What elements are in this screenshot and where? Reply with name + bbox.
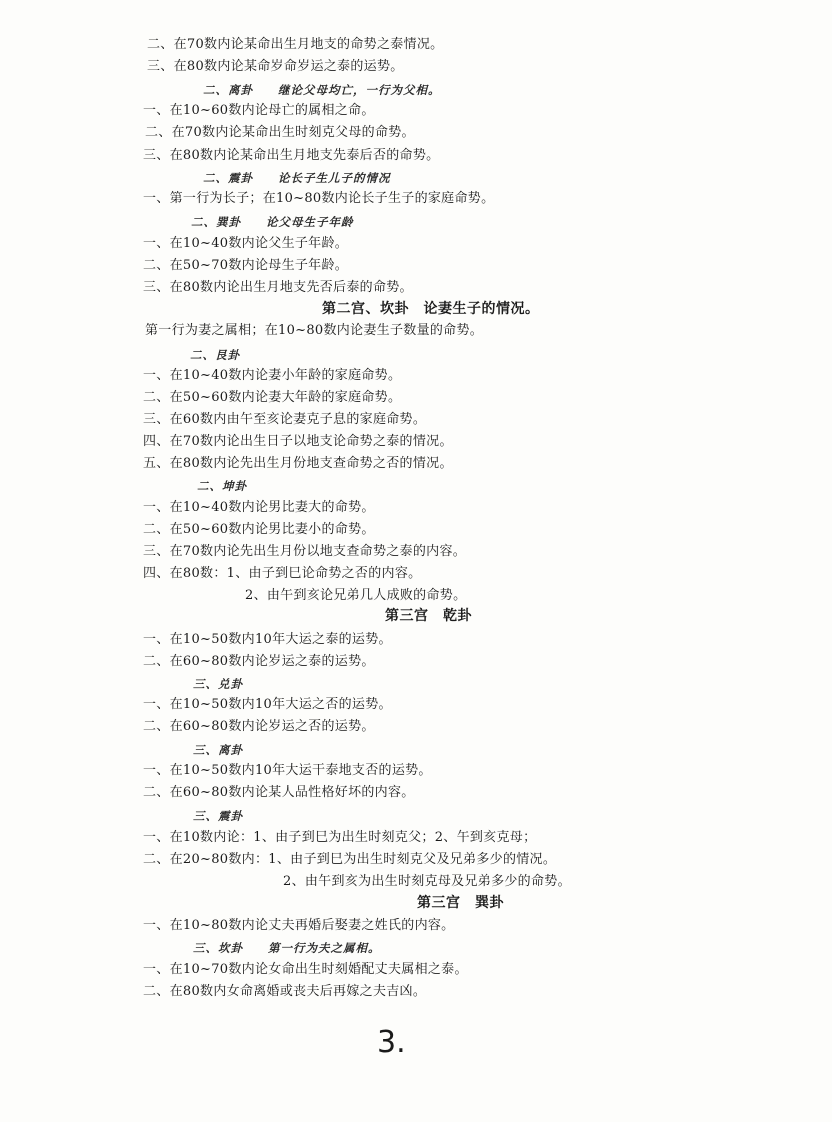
text-line: 第一行为妻之属相；在10~80数内论妻生子数量的命势。 — [145, 323, 484, 338]
text-line: 二、在70数内论某命出生时刻克父母的命势。 — [145, 125, 415, 140]
text-line: 2、由午到亥论兄弟几人成败的命势。 — [245, 588, 467, 603]
text-line: 二、在20~80数内：1、由子到巳为出生时刻克父及兄弟多少的情况。 — [143, 852, 557, 867]
text-line: 一、在10~40数内论妻小年龄的家庭命势。 — [143, 368, 402, 383]
text-line: 三、在70数内论先出生月份以地支查命势之泰的内容。 — [143, 544, 467, 559]
subheading: 二、坤卦 — [197, 479, 247, 493]
text-line: 二、在60~80数内论岁运之泰的运势。 — [143, 654, 375, 669]
subheading: 二、艮卦 — [190, 348, 240, 362]
text-line: 二、在60~80数内论某人品性格好坏的内容。 — [143, 785, 415, 800]
text-line: 三、在80数内论某命岁命岁运之泰的运势。 — [147, 59, 404, 74]
text-line: 三、在80数内论某命出生月地支先泰后否的命势。 — [143, 148, 440, 163]
text-line: 二、在60~80数内论岁运之否的运势。 — [143, 719, 375, 734]
text-line: 四、在70数内论出生日子以地支论命势之泰的情况。 — [143, 434, 453, 449]
text-line: 一、在10~50数内10年大运之泰的运势。 — [143, 632, 392, 647]
text-line: 三、在80数内论出生月地支先否后泰的命势。 — [143, 280, 413, 295]
subheading: 三、兑卦 — [193, 677, 243, 691]
page-number: 3. — [377, 1025, 406, 1060]
text-line: 一、第一行为长子；在10~80数内论长子生子的家庭命势。 — [143, 191, 495, 206]
text-line: 二、在50~60数内论妻大年龄的家庭命势。 — [143, 390, 402, 405]
subheading: 二、离卦 继论父母均亡，一行为父相。 — [203, 83, 441, 97]
text-line: 二、在70数内论某命出生月地支的命势之泰情况。 — [147, 37, 444, 52]
text-line: 一、在10~70数内论女命出生时刻婚配丈夫属相之泰。 — [143, 962, 468, 977]
subheading: 三、离卦 — [193, 743, 243, 757]
subheading: 二、巽卦 论父母生子年龄 — [191, 215, 354, 229]
text-line: 2、由午到亥为出生时刻克母及兄弟多少的命势。 — [283, 874, 571, 889]
section-heading: 第三宫 巽卦 — [417, 895, 504, 911]
text-line: 三、在60数内由午至亥论妻克子息的家庭命势。 — [143, 412, 427, 427]
text-line: 四、在80数：1、由子到巳论命势之否的内容。 — [143, 566, 422, 581]
text-line: 一、在10数内论：1、由子到巳为出生时刻克父；2、午到亥克母； — [143, 830, 537, 845]
text-line: 五、在80数内论先出生月份地支查命势之否的情况。 — [143, 456, 453, 471]
subheading: 二、震卦 论长子生儿子的情况 — [203, 171, 391, 185]
subheading: 三、坎卦 第一行为夫之属相。 — [193, 941, 381, 955]
text-line: 一、在10~50数内10年大运干泰地支否的运势。 — [143, 763, 432, 778]
section-heading: 第三宫 乾卦 — [385, 608, 472, 624]
text-line: 一、在10~40数内论父生子年龄。 — [143, 236, 349, 251]
text-line: 一、在10~80数内论丈夫再婚后娶妻之姓氏的内容。 — [143, 918, 455, 933]
text-line: 一、在10~60数内论母亡的属相之命。 — [143, 103, 375, 118]
text-line: 二、在80数内女命离婚或丧夫后再嫁之夫吉凶。 — [143, 984, 427, 999]
text-line: 二、在50~60数内论男比妻小的命势。 — [143, 522, 375, 537]
text-line: 一、在10~50数内10年大运之否的运势。 — [143, 697, 392, 712]
section-heading: 第二宫、坎卦 论妻生子的情况。 — [322, 301, 540, 317]
subheading: 三、震卦 — [193, 809, 243, 823]
text-line: 二、在50~70数内论母生子年龄。 — [143, 258, 349, 273]
text-line: 一、在10~40数内论男比妻大的命势。 — [143, 500, 375, 515]
